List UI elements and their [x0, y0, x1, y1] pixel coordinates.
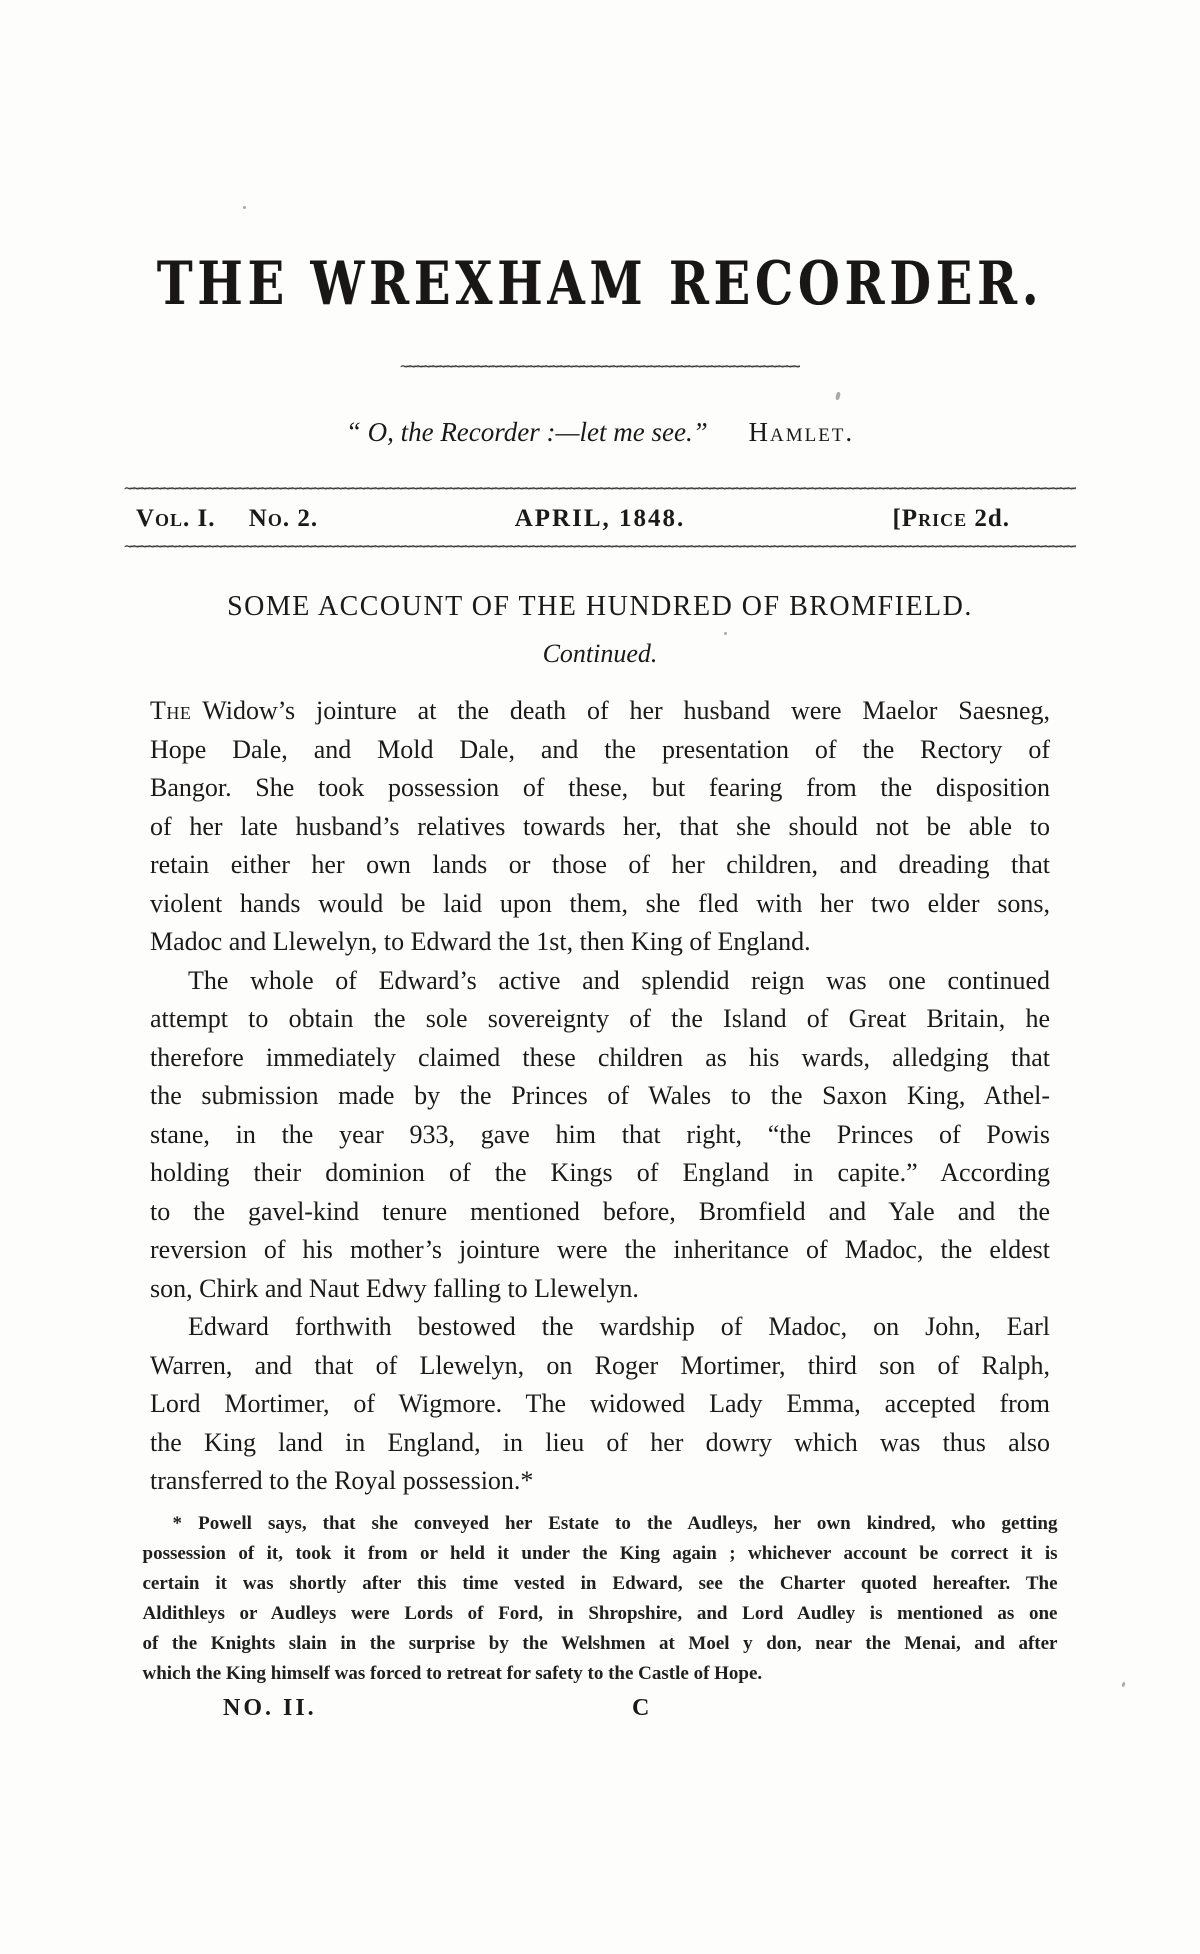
price-value: 2d. — [974, 505, 1010, 532]
text-line: Bangor. She took possession of these, but fearing from the disposition — [150, 773, 1050, 802]
text-line-rest: Widow’s jointure at the death of her husband were Maelor Saesneg, — [202, 696, 1050, 725]
epigraph — [0, 414, 1200, 450]
footnote-line: Aldithleys or Audleys were Lords of Ford, in Shropshire, and Lord Audley is mentioned as one — [142, 1602, 1058, 1624]
paragraph-3 — [150, 1308, 1050, 1501]
text-line: holding their dominion of the Kings of England in capite.” According — [150, 1158, 1050, 1187]
page-footer — [150, 1695, 1050, 1727]
text-line: son, Chirk and Naut Edwy falling to Llewelyn. — [150, 1273, 639, 1303]
article-body — [150, 692, 1050, 1501]
issue-line-block — [124, 484, 1076, 554]
volume-label: Vol. I. — [136, 505, 216, 532]
text-line: reversion of his mother’s jointure were the inheritance of Madoc, the eldest — [150, 1235, 1050, 1264]
signature-mark: NO. II. — [223, 1694, 317, 1721]
scan-speckle — [835, 392, 841, 401]
text-line: Madoc and Llewelyn, to Edward the 1st, then King of England. — [150, 927, 811, 956]
text-line: Edward forthwith bestowed the wardship of Madoc, on John, Earl — [188, 1312, 1050, 1341]
drop-word: The — [150, 696, 192, 725]
text-line: the submission made by the Princes of Wales to the Saxon King, Athel- — [150, 1081, 1050, 1110]
footnote-line: certain it was shortly after this time vested in Edward, see the Charter quoted hereafter. The — [142, 1572, 1058, 1594]
epigraph-quote: “ O, the Recorder :—let me see.” — [345, 417, 708, 447]
masthead-rule — [400, 362, 800, 374]
scan-speckle — [1121, 1682, 1126, 1688]
issue-date: APRIL, 1848. — [514, 505, 686, 532]
issue-line — [124, 496, 1076, 542]
footnote — [143, 1509, 1058, 1689]
footnote-line: of the Knights slain in the surprise by the Welshmen at Moel y don, near the Menai, and after — [142, 1632, 1058, 1654]
price-label: [Price — [892, 505, 968, 532]
text-line — [150, 692, 1050, 731]
text-line: Lord Mortimer, of Wigmore. The widowed Lady Emma, accepted from — [150, 1389, 1050, 1418]
footnote-line: which the King himself was forced to retreat for safety to the Castle of Hope. — [142, 1662, 763, 1684]
article-title: SOME ACCOUNT OF THE HUNDRED OF BROMFIELD. — [227, 591, 973, 622]
issue-price — [892, 505, 1010, 533]
epigraph-attribution: Hamlet. — [748, 417, 855, 447]
text-line: Warren, and that of Llewelyn, on Roger Mortimer, third son of Ralph, — [150, 1350, 1050, 1380]
text-line: Hope Dale, and Mold Dale, and the presentation of the Rectory of — [150, 734, 1050, 764]
text-line: attempt to obtain the sole sovereignty of the Island of Great Britain, he — [150, 1004, 1050, 1033]
masthead-title: THE WREXHAM RECORDER. — [156, 249, 1044, 319]
paragraph-2 — [150, 962, 1050, 1309]
footnote-line: * Powell says, that she conveyed her Estate to the Audleys, her own kindred, who getting — [172, 1512, 1058, 1534]
footnote-line: possession of it, took it from or held it under the King again ; whichever account be correct it is — [142, 1542, 1058, 1564]
issue-rule-top — [124, 484, 1076, 496]
text-line: of her late husband’s relatives towards her, that she should not be able to — [150, 811, 1050, 841]
text-line: The whole of Edward’s active and splendid reign was one continued — [188, 965, 1050, 995]
issue-rule-bottom — [124, 542, 1076, 554]
text-line: to the gavel-kind tenure mentioned before, Bromfield and Yale and the — [150, 1196, 1050, 1226]
article-continuation: Continued. — [542, 639, 658, 668]
catchword: C — [632, 1694, 650, 1721]
scan-speckle — [243, 206, 246, 209]
text-line: the King land in England, in lieu of her dowry which was thus also — [150, 1427, 1050, 1457]
scan-speckle — [724, 632, 727, 635]
paragraph-1 — [150, 692, 1050, 962]
text-line: transferred to the Royal possession.* — [150, 1466, 534, 1495]
text-line: retain either her own lands or those of her children, and dreading that — [150, 850, 1050, 879]
number-label: No. 2. — [248, 505, 319, 532]
text-line: therefore immediately claimed these children as his wards, alledging that — [150, 1042, 1050, 1072]
text-line: stane, in the year 933, gave him that right, “the Princes of Powis — [150, 1119, 1050, 1149]
text-line: violent hands would be laid upon them, she fled with her two elder sons, — [150, 888, 1050, 918]
